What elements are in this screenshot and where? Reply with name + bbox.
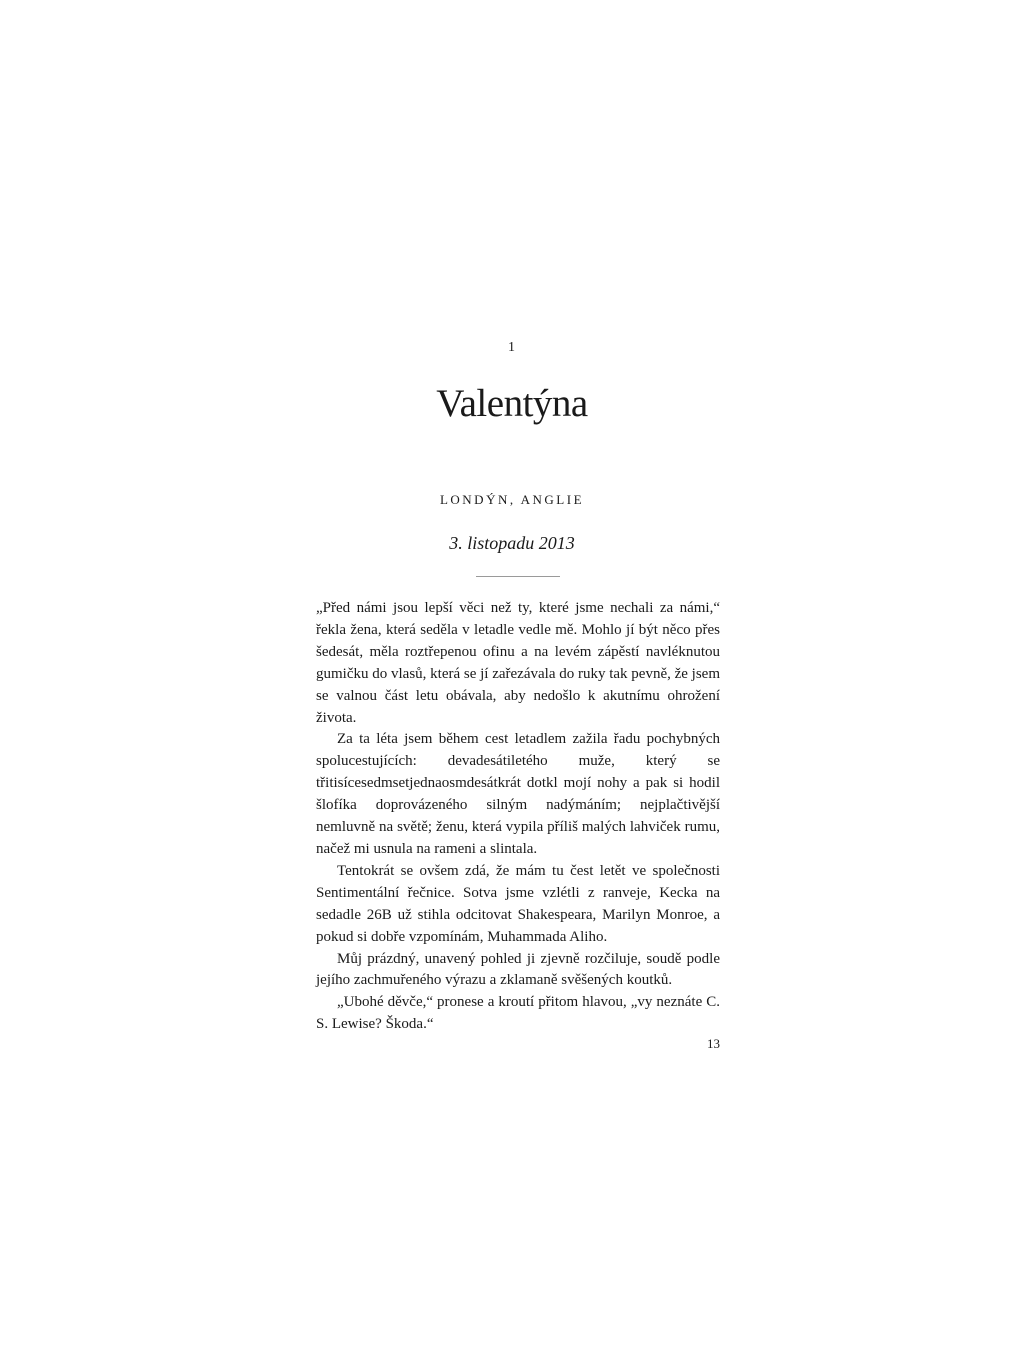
page-number: 13 xyxy=(707,1036,720,1051)
paragraph: „Ubohé děvče,“ pronese a kroutí přitom hlavou, „vy neznáte C. S. Lewise? Škoda.“ xyxy=(316,994,720,1033)
paragraph: Můj prázdný, unavený pohled ji zjevně rozčiluje, soudě podle jejího zachmuřeného výrazu a zklamaně svěšených koutků. xyxy=(316,950,720,989)
paragraph: Tentokrát se ovšem zdá, že mám tu čest letět ve společnosti Sentimentální řečnice. Sotva jsme vzlétli z ranveje, Kecka na sedadle 26B už stihla odcitovat Shakespeara, Marilyn Monroe, a pokud si dobře vzpomínám, Muhammada Aliho. xyxy=(316,862,720,945)
paragraph: „Před námi jsou lepší věci než ty, které jsme nechali za námi,“ řekla žena, která seděla v letadle vedle mě. Mohlo jí být něco přes šedesát, měla roztřepenou ofinu a na levém zápěstí navléknutou gumičku do vlasů, která se jí zařezávala do ruky tak pevně, že jsem se valnou část letu obávala, aby nedošlo k akutnímu ohrožení života. xyxy=(316,600,721,726)
paragraph: Za ta léta jsem během cest letadlem zažila řadu pochybných spolucestujících: devadesátiletého muže, který se třitisícesedmsetjednaosmdesátkrát dotkl mojí nohy a pak si hodil šlofíka doprovázeného silným nadýmáním; nejplačtivější nemluvně na světě; ženu, která vypila příliš malých lahviček rumu, načež mi usnula na rameni a slintala. xyxy=(316,731,720,857)
chapter-location: LONDÝN, ANGLIE xyxy=(439,492,585,507)
chapter-date: 3. listopadu 2013 xyxy=(449,533,575,553)
chapter-number: 1 xyxy=(508,340,516,355)
chapter-title: Valentýna xyxy=(436,382,588,425)
body-text xyxy=(316,598,720,1036)
section-divider xyxy=(476,576,560,577)
